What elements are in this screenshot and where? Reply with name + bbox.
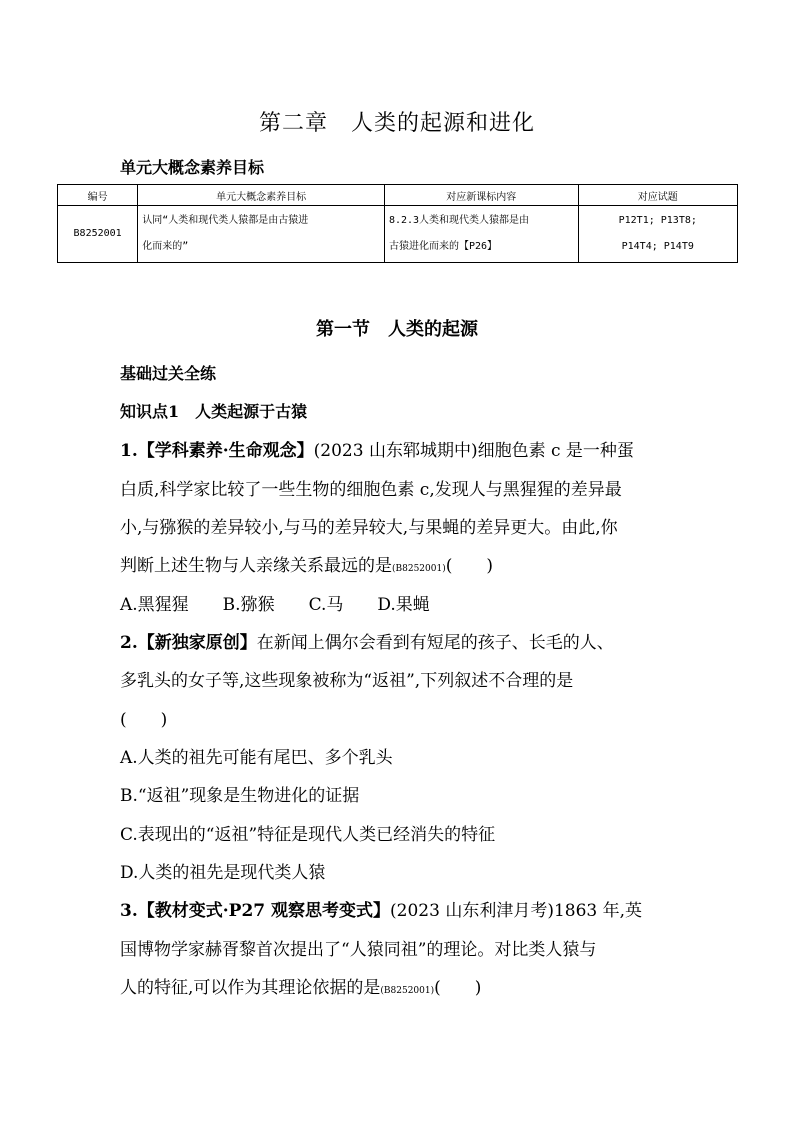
standard-line: 8.2.3人类和现代类人猿都是由: [388, 215, 530, 226]
table-header: 对应新课标内容: [384, 185, 578, 206]
goal-id-cell: B8252001: [58, 206, 138, 263]
goal-heading: 单元大概念素养目标: [120, 158, 265, 177]
question-1-line: [120, 551, 493, 576]
chapter-title: 第二章 人类的起源和进化: [258, 111, 535, 136]
question-1-text: 判断上述生物与人亲缘关系最远的是: [120, 556, 392, 576]
section-title: 第一节 人类的起源: [316, 319, 478, 340]
goal-table: [57, 184, 738, 263]
question-1-line: 白质,科学家比较了一些生物的细胞色素 c,发现人与黑猩猩的差异最: [120, 480, 622, 500]
question-3-text: (2023 山东利津月考)1863 年,英: [390, 901, 643, 921]
question-3-line: [120, 973, 481, 998]
questions-line: P14T4; P14T9: [621, 241, 694, 252]
answer-blank: ( ): [434, 978, 482, 998]
question-code: (B8252001): [380, 986, 435, 996]
goal-line: 认同“人类和现代类人猿都是由古猿进: [142, 215, 309, 226]
question-2-line: [120, 628, 614, 653]
table-header: 编号: [58, 185, 138, 206]
table-row: [58, 206, 738, 263]
option-b: B.“返祖”现象是生物进化的证据: [120, 786, 360, 806]
questions-line: P12T1; P13T8;: [618, 215, 697, 226]
table-header: 对应试题: [578, 185, 737, 206]
option-a: A.人类的祖先可能有尾巴、多个乳头: [120, 748, 393, 768]
question-1-tag: 1.【学科素养·生命观念】: [120, 441, 314, 461]
standard-line: 古猿进化而来的【P26】: [388, 241, 498, 252]
question-code: (B8252001): [392, 564, 446, 574]
question-2-line: 多乳头的女子等,这些现象被称为“返祖”,下列叙述不合理的是: [120, 671, 574, 691]
question-3-text: 人的特征,可以作为其理论依据的是: [120, 978, 381, 998]
standard-cell: [384, 206, 578, 263]
question-2-tag: 2.【新独家原创】: [120, 633, 257, 653]
answer-blank: ( ): [120, 710, 168, 730]
question-1-line: 小,与猕猴的差异较小,与马的差异较大,与果蝇的差异更大。由此,你: [120, 518, 618, 538]
question-2-text: 在新闻上偶尔会看到有短尾的孩子、长毛的人、: [256, 633, 614, 653]
goal-cell: [138, 206, 385, 263]
question-3-tag: 3.【教材变式·P27 观察思考变式】: [120, 901, 391, 921]
option-c: C.表现出的“返祖”特征是现代人类已经消失的特征: [120, 825, 496, 845]
question-3-line: 国博物学家赫胥黎首次提出了“人猿同祖”的理论。对比类人猿与: [120, 940, 597, 960]
questions-cell: [578, 206, 737, 263]
practice-heading: 基础过关全练: [120, 364, 217, 383]
question-1-text: (2023 山东郓城期中)细胞色素 c 是一种蛋: [313, 441, 634, 461]
question-1-line: [120, 436, 634, 461]
question-3-line: [120, 896, 642, 921]
knowledge-point: 知识点1 人类起源于古猿: [120, 402, 308, 421]
goal-line: 化而来的”: [142, 241, 189, 252]
table-header: 单元大概念素养目标: [138, 185, 385, 206]
option-d: D.人类的祖先是现代类人猿: [120, 863, 326, 883]
question-1-options: A.黑猩猩 B.猕猴 C.马 D.果蝇: [120, 595, 430, 615]
table-header-row: [58, 185, 738, 206]
answer-blank: ( ): [445, 556, 493, 576]
